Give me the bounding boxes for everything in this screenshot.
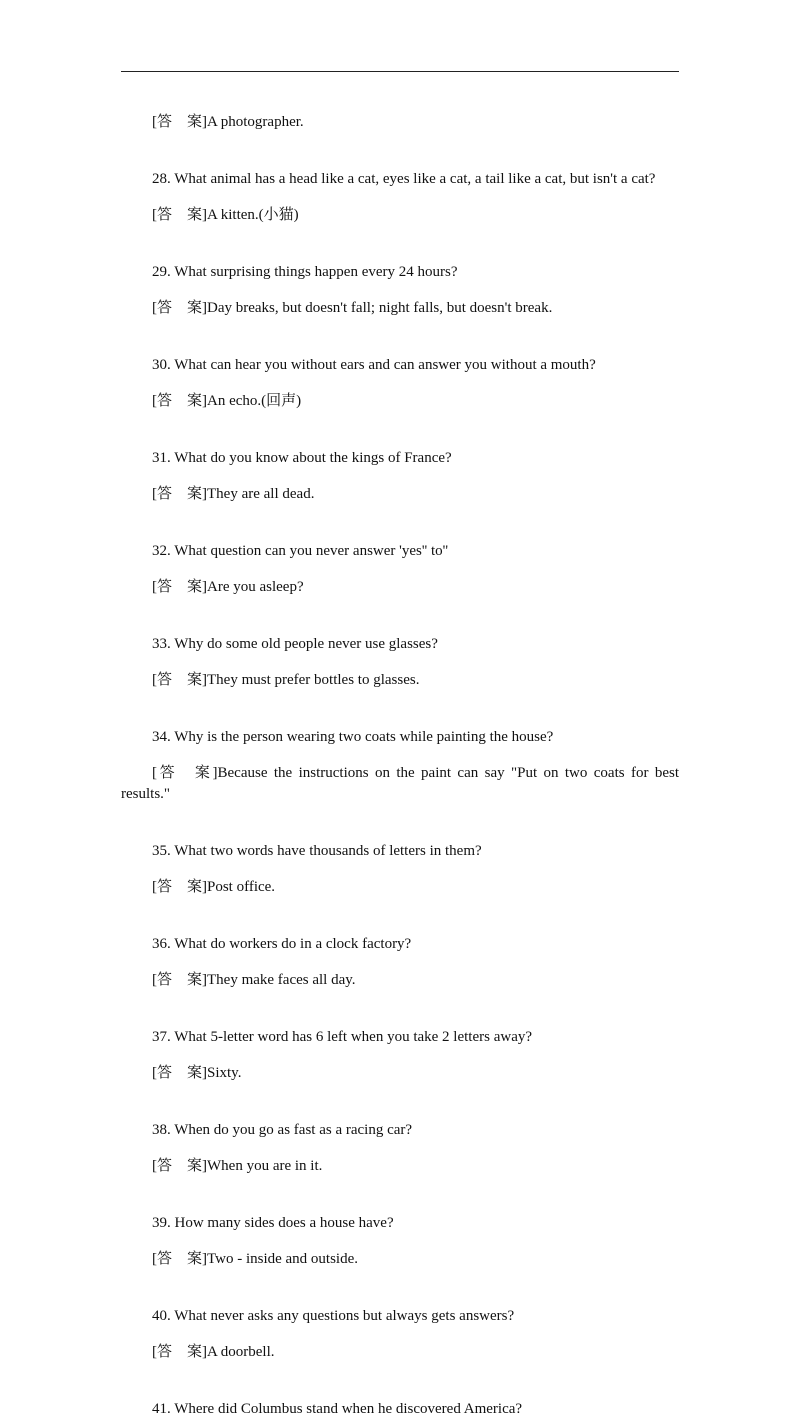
paragraph-gap [121, 427, 679, 448]
answer-text: Post office. [207, 879, 276, 895]
answer-tag: [答 案] [152, 579, 207, 595]
question-text: 37. What 5-letter word has 6 left when you take 2 letters away? [152, 1029, 533, 1045]
answer-text: They make faces all day. [207, 972, 356, 988]
answer-tag: [答 案] [152, 1158, 207, 1174]
answer-tag: [答 案] [152, 879, 207, 895]
paragraph-gap [121, 820, 679, 841]
answer-text: They are all dead. [207, 486, 315, 502]
answer-line [121, 112, 679, 133]
answer-tag: [答 案] [152, 114, 207, 130]
answer-text: An echo.(回声) [207, 393, 302, 409]
answer-text: A kitten.(小猫) [207, 207, 299, 223]
question-text: 30. What can hear you without ears and can answer you without a mouth? [152, 357, 596, 373]
answer-text: A doorbell. [207, 1344, 275, 1360]
paragraph-gap [121, 520, 679, 541]
answer-text: A photographer. [207, 114, 304, 130]
answer-line [121, 298, 679, 319]
answer-line [121, 670, 679, 691]
answer-tag: [答 案] [152, 972, 207, 988]
question-text: 35. What two words have thousands of letters in them? [152, 843, 482, 859]
question-text: 36. What do workers do in a clock factory? [152, 936, 412, 952]
answer-text: Sixty. [207, 1065, 242, 1081]
paragraph-gap [121, 613, 679, 634]
answer-tag: [答 案] [152, 1065, 207, 1081]
answer-tag: [答 案] [152, 207, 207, 223]
paragraph-gap [121, 334, 679, 355]
answer-text: Are you asleep? [207, 579, 304, 595]
question-text: 38. When do you go as fast as a racing car? [152, 1122, 413, 1138]
document-body [121, 97, 679, 1420]
paragraph-gap [121, 1285, 679, 1306]
paragraph-gap [121, 148, 679, 169]
paragraph-gap [121, 706, 679, 727]
header-rule [121, 71, 679, 72]
question-text: 32. What question can you never answer 'yes'' to'' [152, 543, 449, 559]
answer-text: When you are in it. [207, 1158, 323, 1174]
answer-tag: [答 案] [152, 1251, 207, 1267]
question-text: 40. What never asks any questions but always gets answers? [152, 1308, 515, 1324]
answer-line [121, 877, 679, 898]
question-text: 34. Why is the person wearing two coats while painting the house? [152, 729, 554, 745]
answer-text: They must prefer bottles to glasses. [207, 672, 420, 688]
paragraph-gap [121, 1099, 679, 1120]
answer-line [121, 1342, 679, 1363]
question-text: 39. How many sides does a house have? [152, 1215, 394, 1231]
answer-tag: [答 案] [152, 1344, 207, 1360]
question-text: 33. Why do some old people never use glasses? [152, 636, 438, 652]
answer-line [121, 763, 679, 805]
question-text: 28. What animal has a head like a cat, eyes like a cat, a tail like a cat, but isn't a cat? [152, 171, 656, 187]
answer-tag: [答 案] [152, 300, 207, 316]
answer-line [121, 1063, 679, 1084]
answer-line [121, 205, 679, 226]
answer-line [121, 391, 679, 412]
answer-line [121, 1249, 679, 1270]
answer-line [121, 577, 679, 598]
answer-text: Day breaks, but doesn't fall; night falls, but doesn't break. [207, 300, 553, 316]
answer-tag: [答 案] [152, 672, 207, 688]
answer-line [121, 484, 679, 505]
question-text: 31. What do you know about the kings of France? [152, 450, 452, 466]
paragraph-gap [121, 1378, 679, 1399]
paragraph-gap [121, 1192, 679, 1213]
answer-line [121, 1156, 679, 1177]
answer-text: Because the instructions on the paint can say "Put on two coats for best results." [121, 765, 679, 802]
answer-text: Two - inside and outside. [207, 1251, 359, 1267]
question-text: 29. What surprising things happen every 24 hours? [152, 264, 458, 280]
answer-tag: [答 案] [152, 393, 207, 409]
paragraph-gap [121, 241, 679, 262]
paragraph-gap [121, 913, 679, 934]
paragraph-gap [121, 1006, 679, 1027]
answer-line [121, 970, 679, 991]
answer-tag: [答 案] [152, 765, 218, 781]
question-text: 41. Where did Columbus stand when he discovered America? [152, 1401, 523, 1417]
answer-tag: [答 案] [152, 486, 207, 502]
